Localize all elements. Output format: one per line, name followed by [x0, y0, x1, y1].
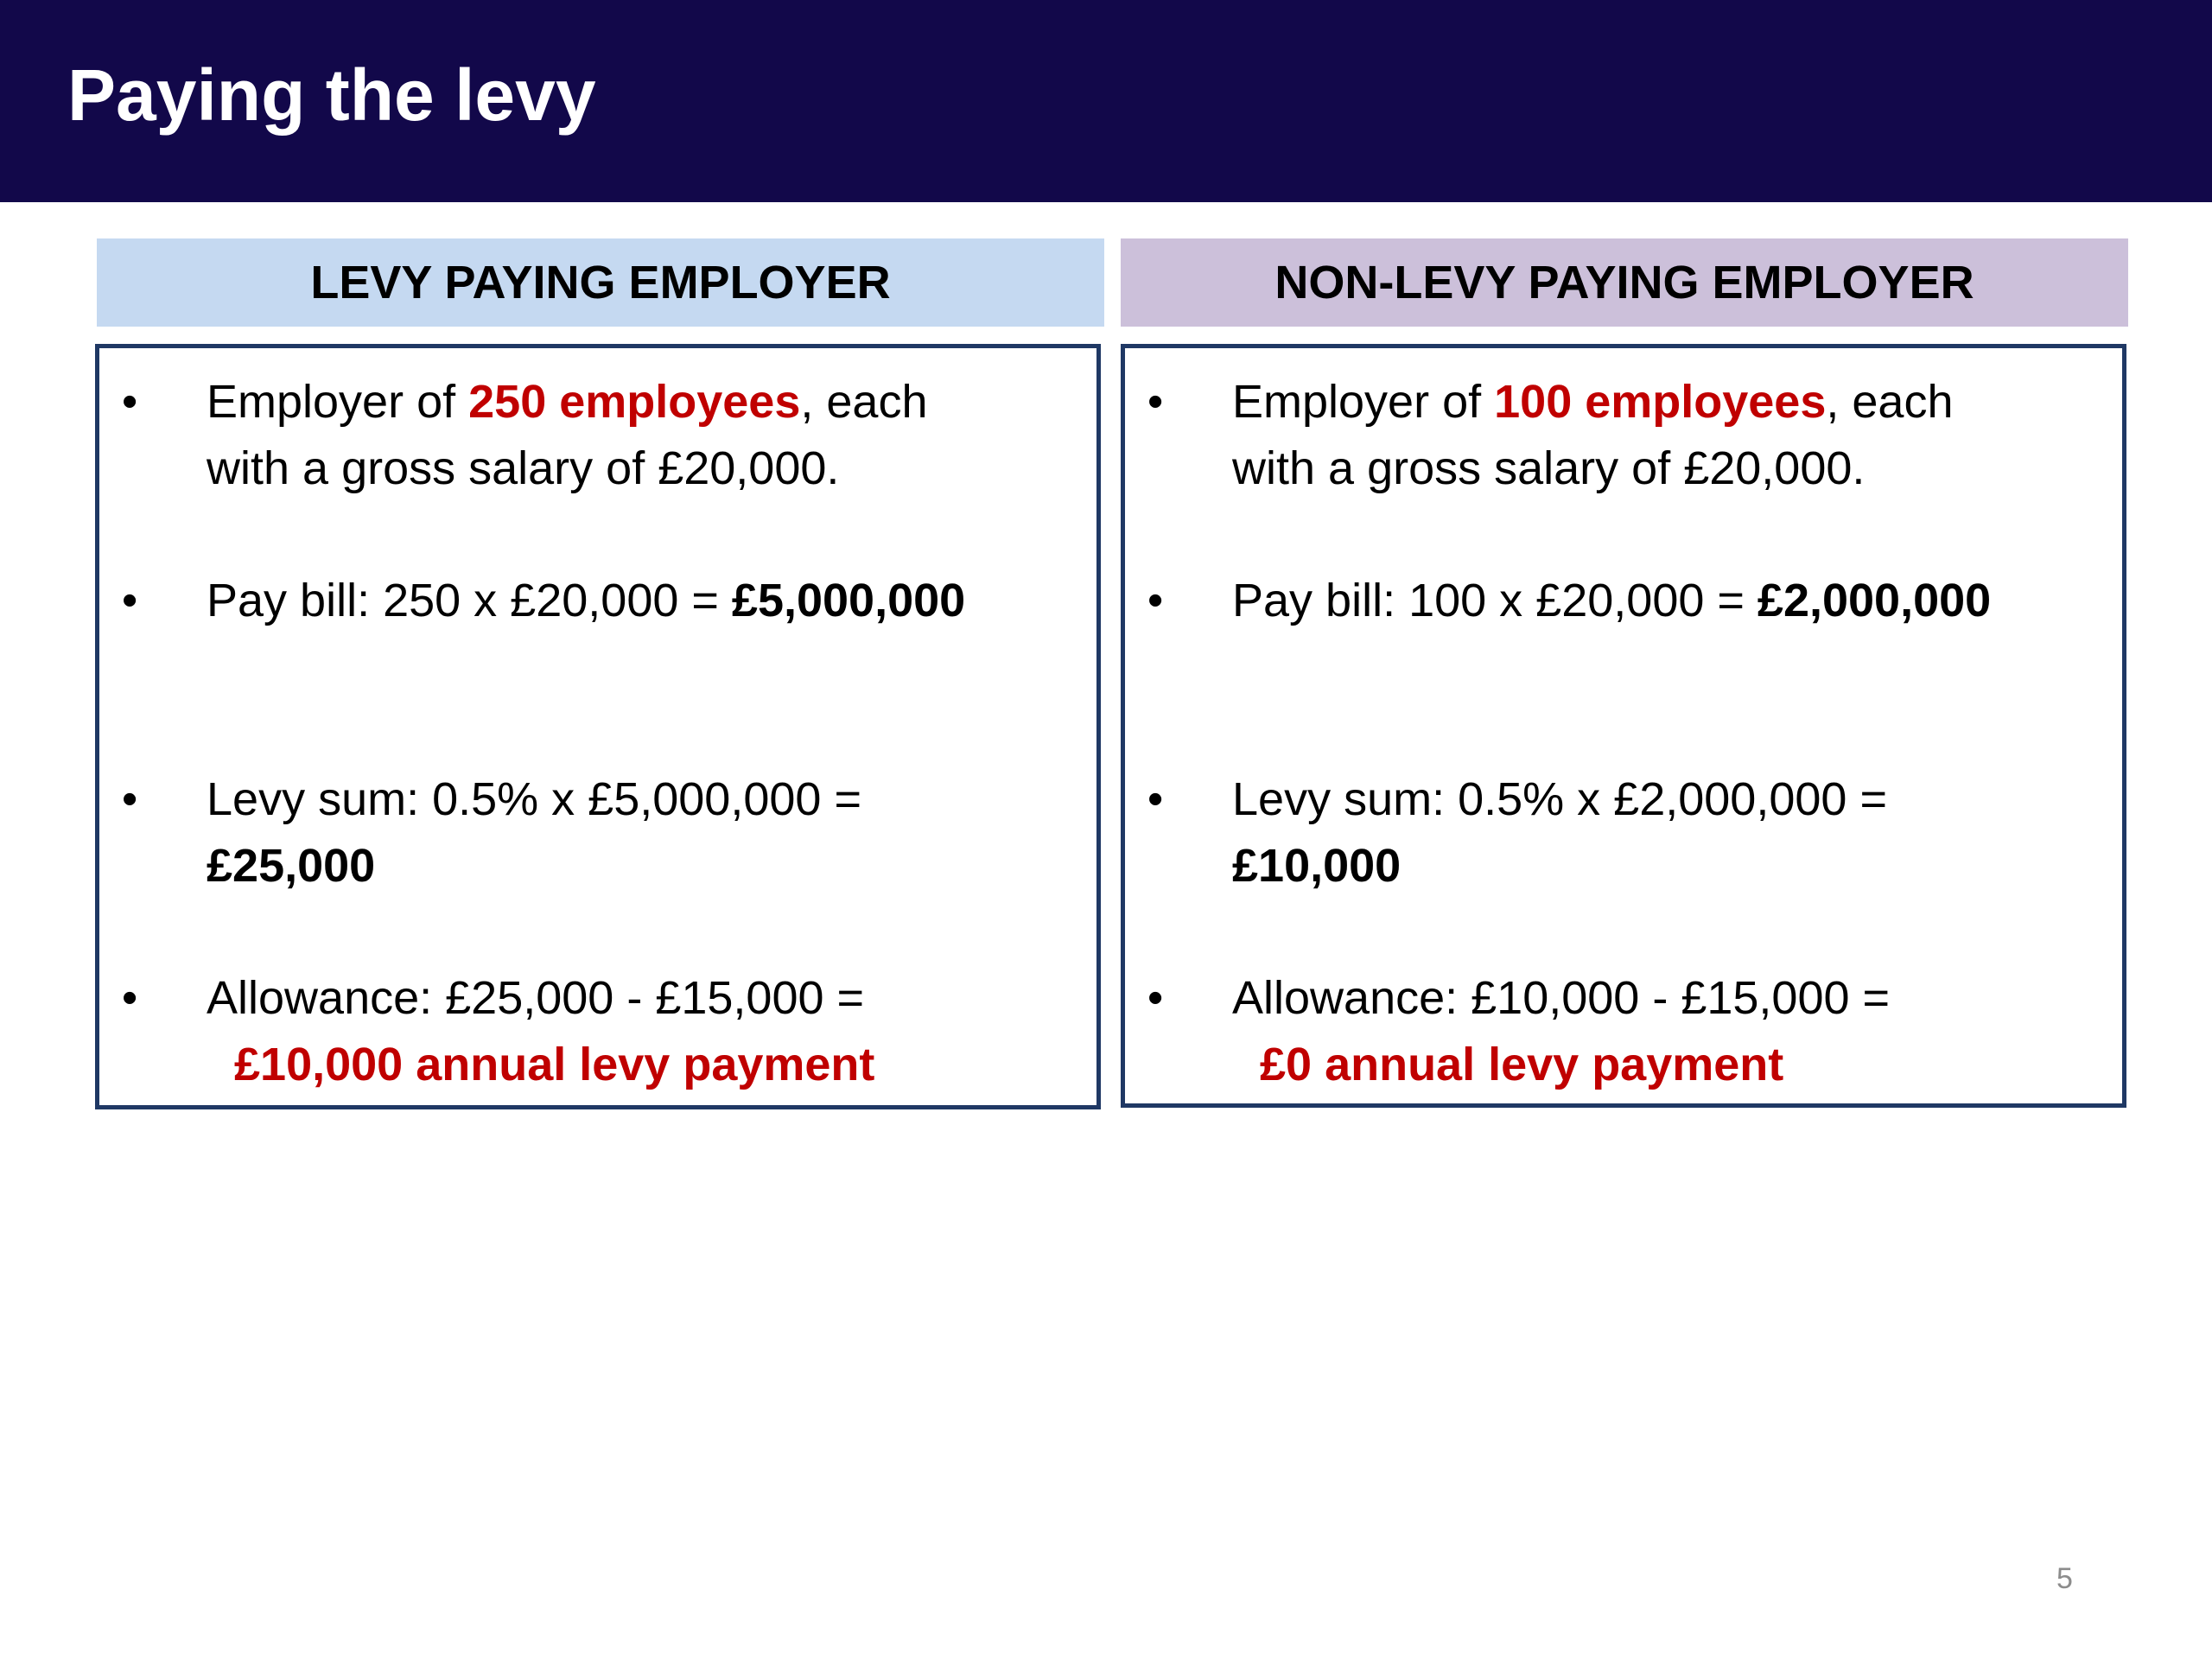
title-bar: [0, 0, 2212, 202]
allowance-item: [1232, 965, 2105, 1098]
pay-bill-result: £2,000,000: [1757, 575, 1992, 626]
item-text: Pay bill: 250 x £20,000 =: [207, 575, 732, 626]
pay-bill-item: [207, 568, 1079, 634]
annual-levy-payment: £0 annual levy payment: [1260, 1039, 1784, 1090]
employee-count-item: [1232, 369, 2105, 502]
bullet-icon: •: [1147, 774, 1164, 824]
employee-count-highlight: 100 employees: [1494, 376, 1827, 428]
allowance-item: [207, 965, 1079, 1098]
non-levy-paying-employer-header: NON-LEVY PAYING EMPLOYER: [1121, 238, 2128, 327]
item-text: Levy sum: 0.5% x £5,000,000 =: [207, 773, 861, 825]
item-text: with a gross salary of £20,000.: [207, 442, 840, 494]
item-text: Employer of: [1232, 376, 1495, 428]
item-text: Allowance: £10,000 - £15,000 =: [1232, 972, 1891, 1024]
employee-count-item: [207, 369, 1079, 502]
item-text: Levy sum: 0.5% x £2,000,000 =: [1232, 773, 1887, 825]
levy-sum-item: [207, 766, 1079, 899]
levy-paying-employer-panel: [95, 344, 1101, 1109]
bullet-icon: •: [122, 973, 138, 1023]
levy-sum-result: £10,000: [1232, 840, 1402, 892]
page-number: 5: [2056, 1562, 2073, 1595]
pay-bill-result: £5,000,000: [731, 575, 966, 626]
item-text: with a gross salary of £20,000.: [1232, 442, 1866, 494]
bullet-icon: •: [1147, 377, 1164, 427]
bullet-icon: •: [1147, 575, 1164, 626]
non-levy-paying-employer-panel: [1121, 344, 2126, 1108]
item-text: Allowance: £25,000 - £15,000 =: [207, 972, 865, 1024]
employee-count-highlight: 250 employees: [468, 376, 801, 428]
bullet-icon: •: [122, 774, 138, 824]
levy-sum-result: £25,000: [207, 840, 376, 892]
bullet-icon: •: [122, 377, 138, 427]
item-text: Employer of: [207, 376, 469, 428]
item-text: Pay bill: 100 x £20,000 =: [1232, 575, 1758, 626]
annual-levy-payment: £10,000 annual levy payment: [234, 1039, 875, 1090]
item-text: , each: [800, 376, 928, 428]
slide-title: Paying the levy: [67, 54, 596, 136]
item-text: , each: [1826, 376, 1954, 428]
levy-sum-item: [1232, 766, 2105, 899]
pay-bill-item: [1232, 568, 2105, 634]
bullet-icon: •: [122, 575, 138, 626]
bullet-icon: •: [1147, 973, 1164, 1023]
levy-paying-employer-header: LEVY PAYING EMPLOYER: [97, 238, 1104, 327]
